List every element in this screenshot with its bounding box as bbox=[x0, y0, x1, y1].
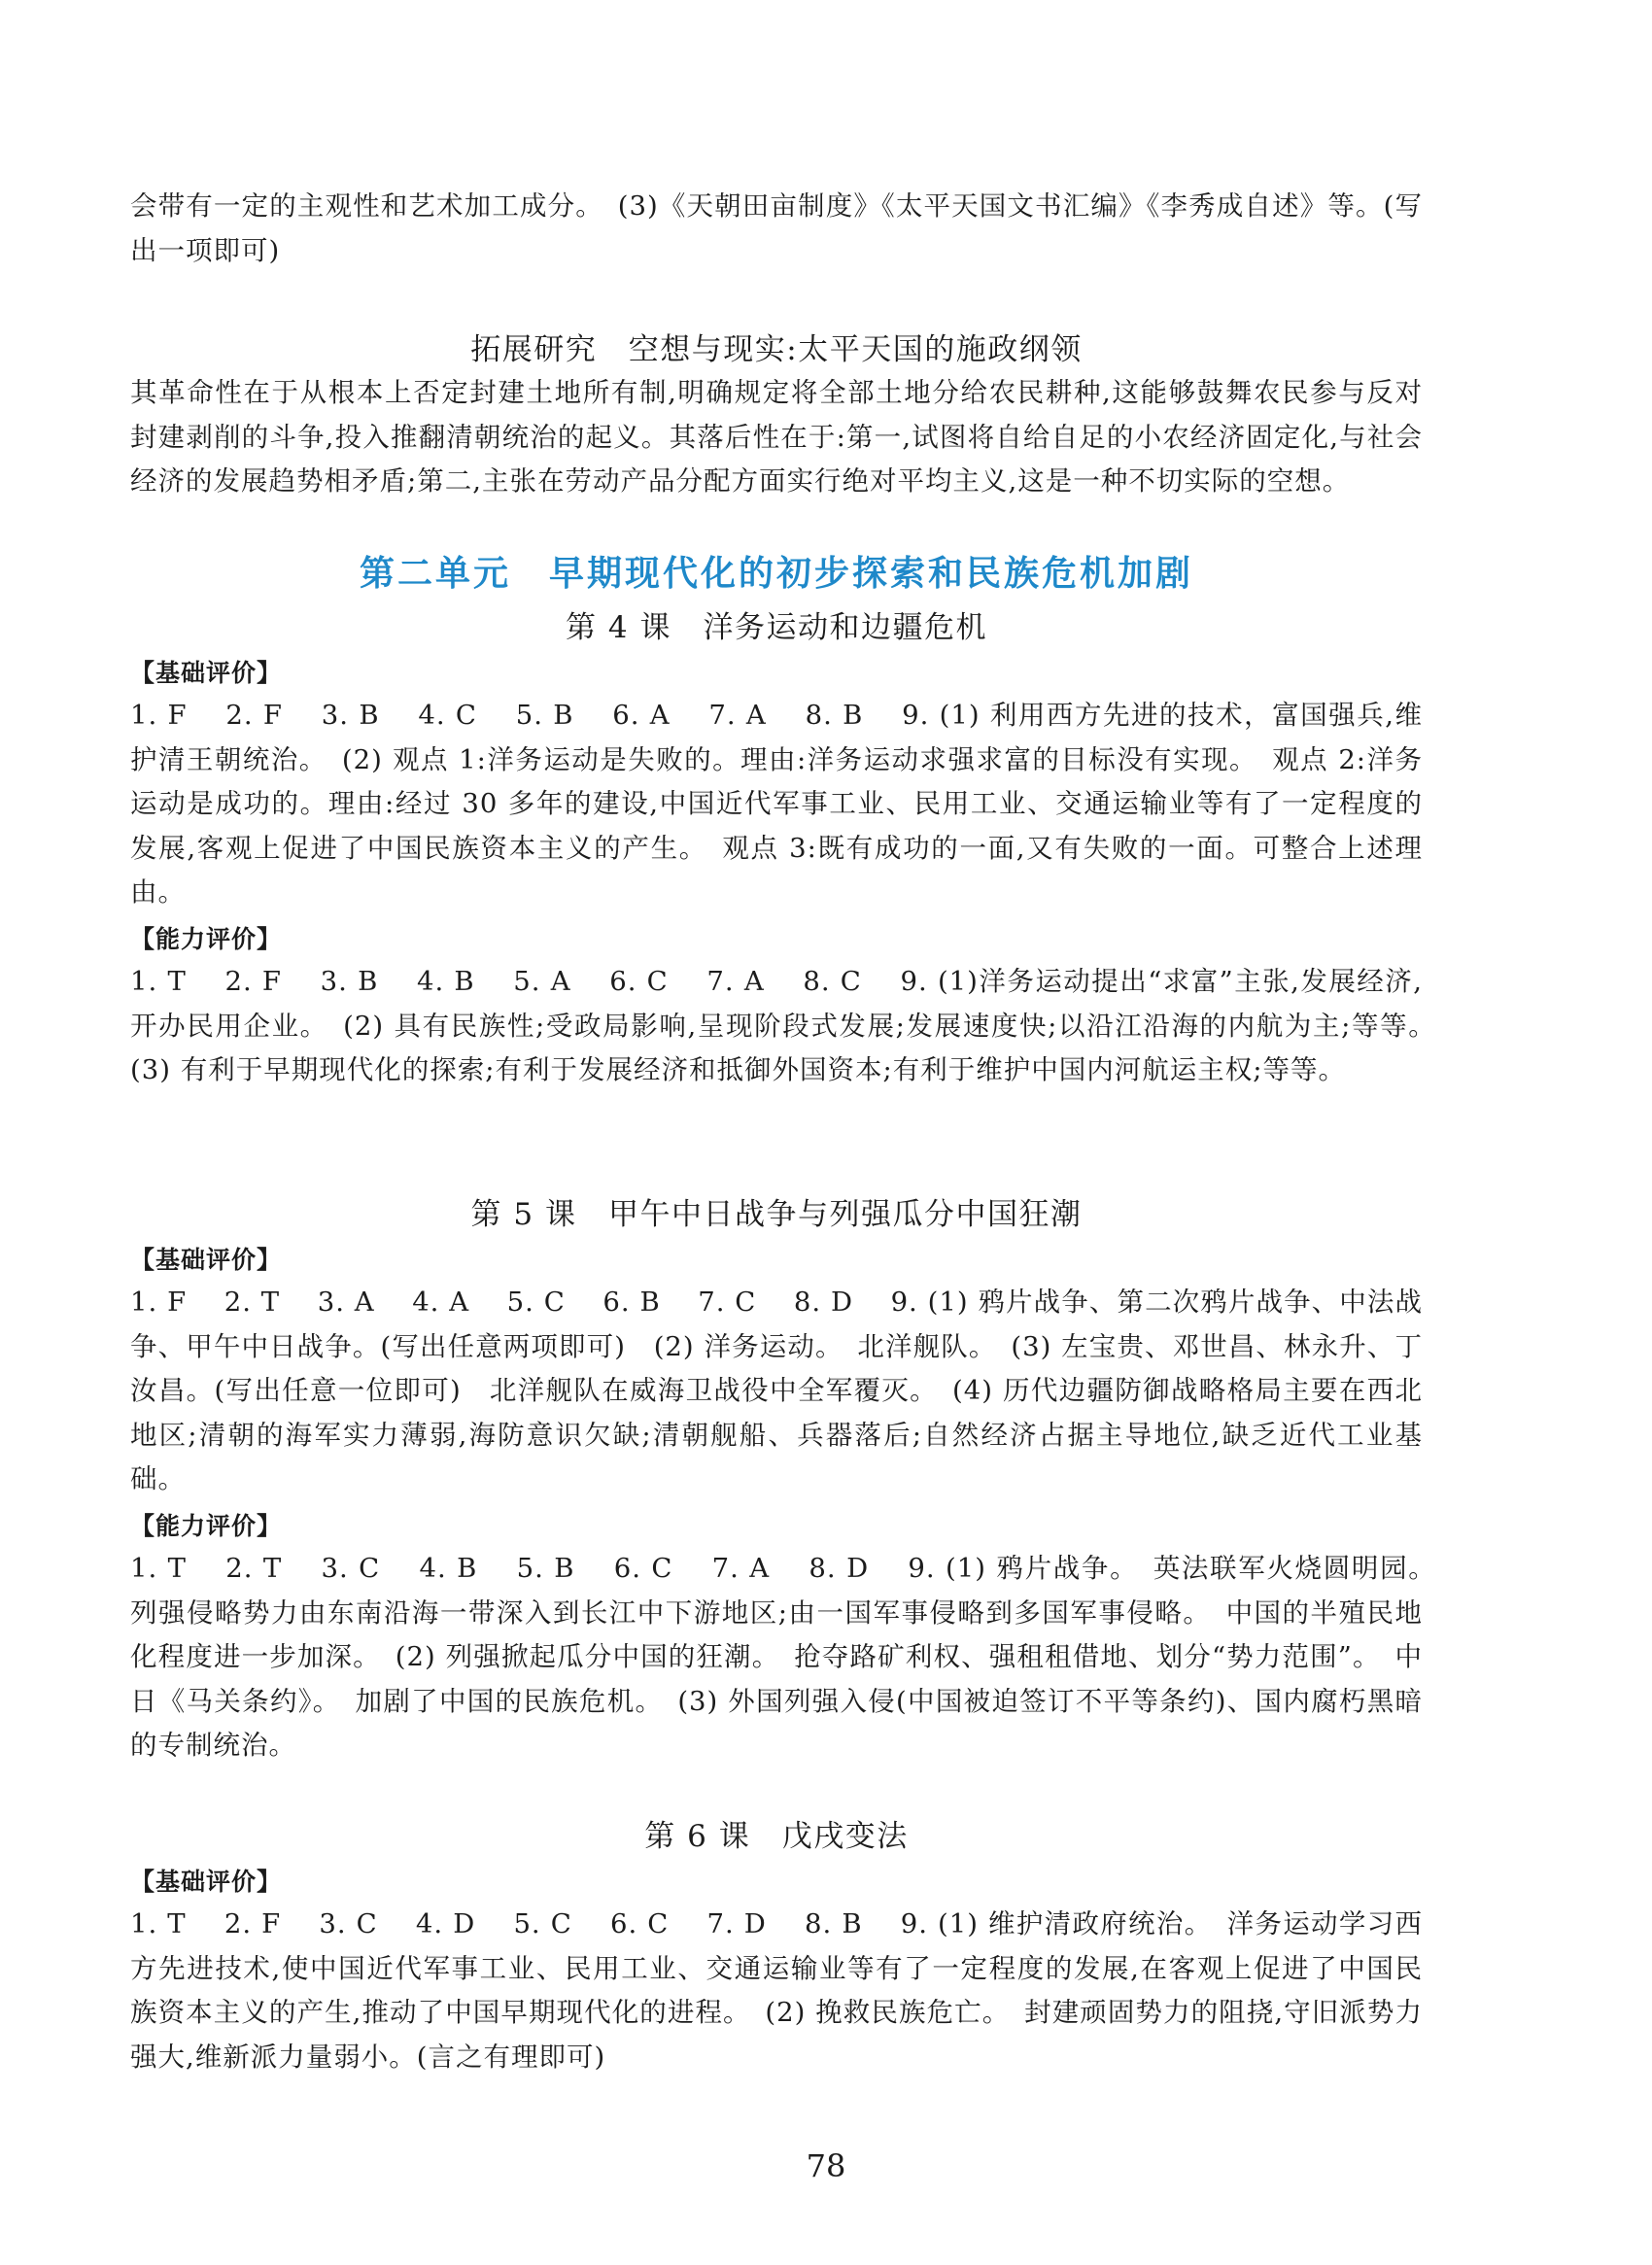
lesson-5-ability-section bbox=[130, 1506, 1451, 1768]
lesson-6-basic-answers: 1. T 2. F 3. C 4. D 5. C 6. C 7. D 8. B 9. (1) 维护清政府统治。 洋务运动学习西方先进技术,使中国近代军事工业、民用工业、交通运输业等有了一定程度的发展,在客观上促进了中国民族资本主义的产生,推动了中国早期现代化的进程。 (2) 挽救民族危亡。 封建顽固势力的阻挠,守旧派势力强大,维新派力量弱小。(言之有理即可) bbox=[130, 1908, 1423, 2073]
lesson-6-title: 第 6 课 戊戌变法 bbox=[644, 1819, 909, 1854]
lesson-4-ability-section bbox=[130, 919, 1451, 1093]
basic-eval-tag: 【基础评价】 bbox=[130, 659, 283, 687]
page-number: 78 bbox=[806, 2147, 846, 2184]
basic-eval-tag: 【基础评价】 bbox=[130, 1246, 283, 1274]
lesson-4-title: 第 4 课 洋务运动和边疆危机 bbox=[566, 610, 987, 645]
extend-research-title: 拓展研究 空想与现实:太平天国的施政纲领 bbox=[470, 332, 1083, 367]
unit-title: 第二单元 早期现代化的初步探索和民族危机加剧 bbox=[359, 554, 1193, 594]
intro-paragraph: 会带有一定的主观性和艺术加工成分。 (3)《天朝田亩制度》《太平天国文书汇编》《李秀成自述》等。(写出一项即可) bbox=[130, 190, 1423, 266]
lesson-5-basic-answers: 1. F 2. T 3. A 4. A 5. C 6. B 7. C 8. D 9. (1) 鸦片战争、第二次鸦片战争、中法战争、甲午中日战争。(写出任意两项即可) (2) 洋务运动。 北洋舰队。 (3) 左宝贵、邓世昌、林永升、丁汝昌。(写出任意一位即可) 北洋舰队在威海卫战役中全军覆灭。 (4) 历代边疆防御战略格局主要在西北地区;清朝的海军实力薄弱,海防意识欠缺;清朝舰船、兵器落后;自然经济占据主导地位,缺乏近代工业基础。 bbox=[130, 1287, 1423, 1494]
extend-research-body: 其革命性在于从根本上否定封建土地所有制,明确规定将全部土地分给农民耕种,这能够鼓舞农民参与反对封建剥削的斗争,投入推翻清朝统治的起义。其落后性在于:第一,试图将自给自足的小农经济固定化,与社会经济的发展趋势相矛盾;第二,主张在劳动产品分配方面实行绝对平均主义,这是一种不切实际的空想。 bbox=[130, 377, 1423, 497]
lesson-4-ability-answers: 1. T 2. F 3. B 4. B 5. A 6. C 7. A 8. C 9. (1)洋务运动提出“求富”主张,发展经济,开办民用企业。 (2) 具有民族性;受政局影响,呈现阶段式发展;发展速度快;以沿江沿海的内航为主;等等。 (3) 有利于早期现代化的探索;有利于发展经济和抵御外国资本;有利于维护中国内河航运主权;等等。 bbox=[130, 966, 1451, 1085]
ability-eval-tag: 【能力评价】 bbox=[130, 1512, 283, 1540]
lesson-4-basic-answers: 1. F 2. F 3. B 4. C 5. B 6. A 7. A 8. B 9. (1) 利用西方先进的技术，富国强兵,维护清王朝统治。 (2) 观点 1:洋务运动是失败的。理由:洋务运动求强求富的目标没有实现。 观点 2:洋务运动是成功的。理由:经过 30 多年的建设,中国近代军事工业、民用工业、交通运输业等有了一定程度的发展,客观上促进了中国民族资本主义的产生。 观点 3:既有成功的一面,又有失败的一面。可整合上述理由。 bbox=[130, 700, 1423, 908]
lesson-5-basic-section bbox=[130, 1240, 1423, 1502]
lesson-5-title: 第 5 课 甲午中日战争与列强瓜分中国狂潮 bbox=[470, 1197, 1083, 1232]
lesson-6-basic-section bbox=[130, 1862, 1423, 2079]
ability-eval-tag: 【能力评价】 bbox=[130, 925, 283, 953]
lesson-4-basic-section bbox=[130, 653, 1423, 915]
lesson-5-ability-answers: 1. T 2. T 3. C 4. B 5. B 6. C 7. A 8. D 9. (1) 鸦片战争。 英法联军火烧圆明园。 列强侵略势力由东南沿海一带深入到长江中下游地区;由一国军事侵略到多国军事侵略。 中国的半殖民地化程度进一步加深。 (2) 列强掀起瓜分中国的狂潮。 抢夺路矿利权、强租租借地、划分“势力范围”。 中日《马关条约》。 加剧了中国的民族危机。 (3) 外国列强入侵(中国被迫签订不平等条约)、国内腐朽黑暗的专制统治。 bbox=[130, 1553, 1451, 1761]
basic-eval-tag: 【基础评价】 bbox=[130, 1868, 283, 1896]
